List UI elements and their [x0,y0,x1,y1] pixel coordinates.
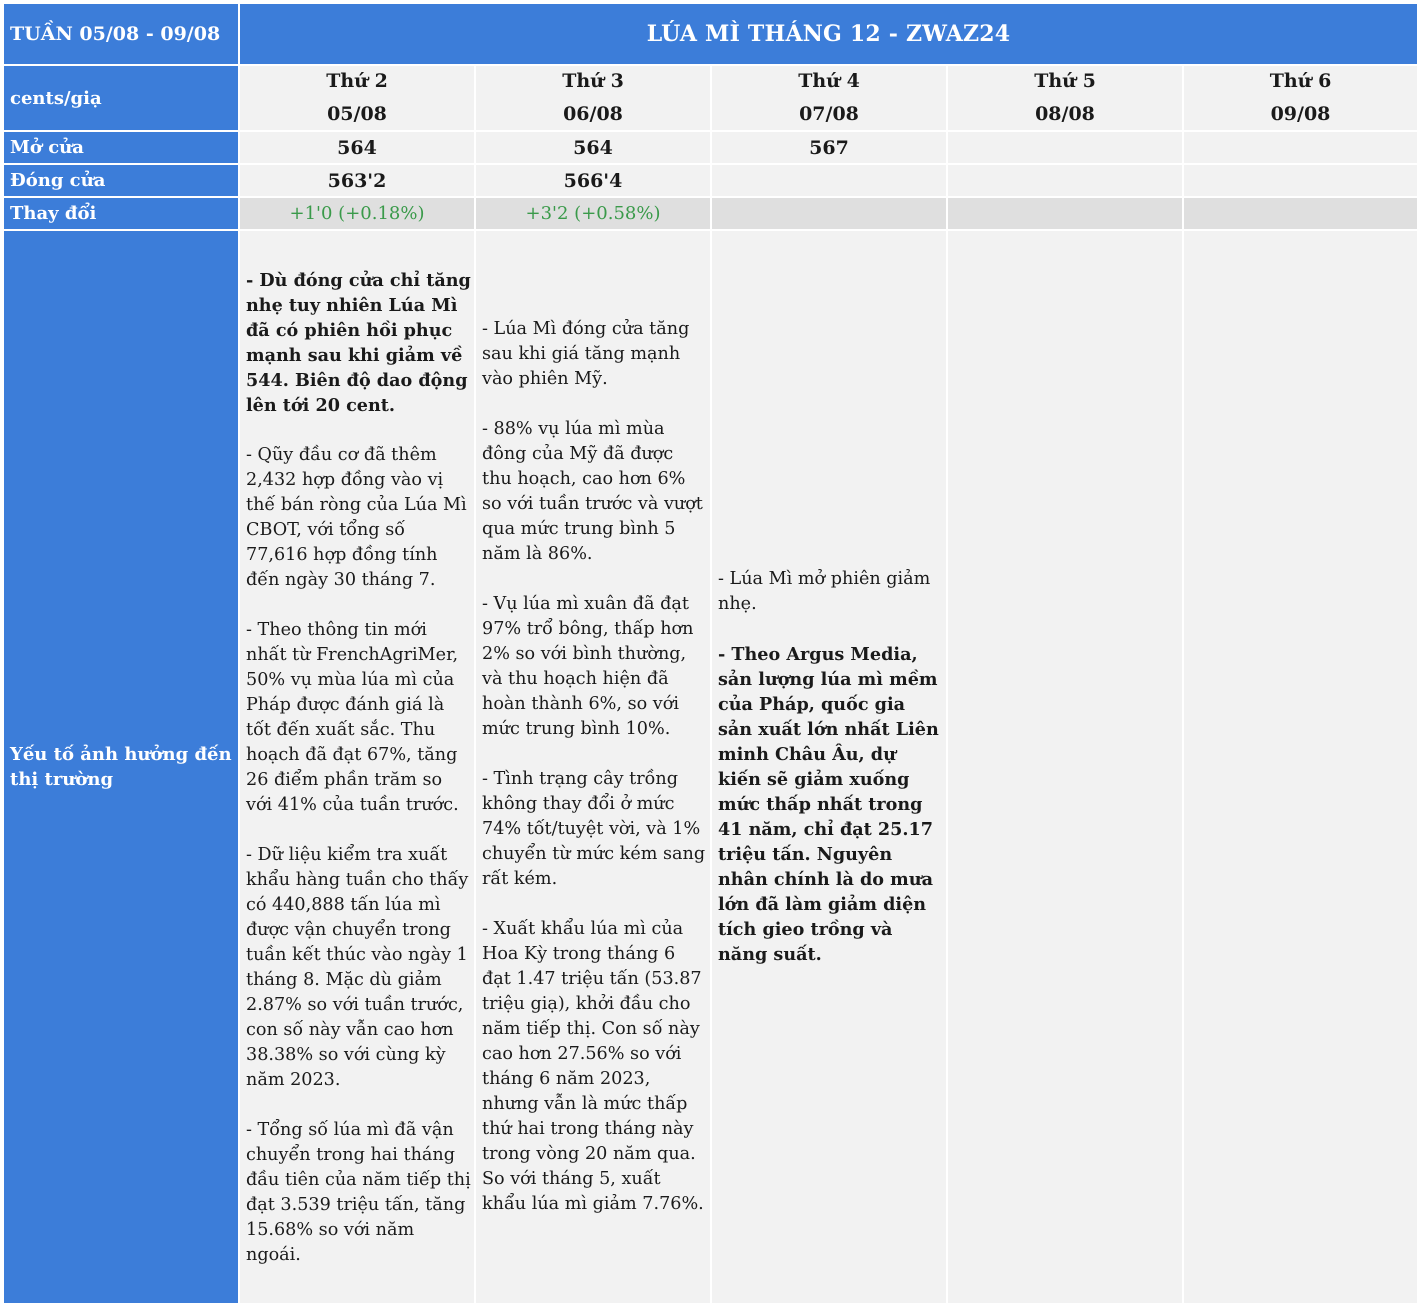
notes-mon [240,231,474,1303]
note-paragraph: - Xuất khẩu lúa mì của Hoa Kỳ trong tháng 6 đạt 1.47 triệu tấn (53.87 triệu giạ), khởi đầu cho năm tiếp thị. Con số này cao hơn 27.56% so với tháng 6 năm 2023, nhưng vẫn là mức thấp thứ hai trong tháng này trong vòng 20 năm qua. So với tháng 5, xuất khẩu lúa mì giảm 7.76%. [482,919,704,1214]
open-value-tue: 564 [476,132,710,163]
unit-label: cents/giạ [4,66,238,130]
note-paragraph: - Theo thông tin mới nhất từ FrenchAgriMer, 50% vụ mùa lúa mì của Pháp được đánh giá là tốt đến xuất sắc. Thu hoạch đã đạt 67%, tăng 26 điểm phần trăm so với 41% của tuần trước. [246,620,459,815]
note-paragraph: - Vụ lúa mì xuân đã đạt 97% trổ bông, thấp hơn 2% so với bình thường, và thu hoạch hiện đã hoàn thành 6%, so với mức trung bình 10%. [482,594,694,739]
notes-thu [948,231,1182,1303]
date-label: 08/08 [1035,103,1095,125]
close-value-fri [1184,165,1417,196]
note-paragraph: - Dù đóng cửa chỉ tăng nhẹ tuy nhiên Lúa Mì đã có phiên hồi phục mạnh sau khi giảm về 544. Biên độ dao động lên tới 20 cent. [246,270,471,416]
wheat-report-table [4,4,1419,1309]
change-value-mon: +1'0 (+0.18%) [240,198,474,229]
open-label: Mở cửa [4,132,238,163]
date-label: 07/08 [799,103,859,125]
note-paragraph: - Qũy đầu cơ đã thêm 2,432 hợp đồng vào vị thế bán ròng của Lúa Mì CBOT, với tổng số 77,616 hợp đồng tính đến ngày 30 tháng 7. [246,445,467,590]
change-value-wed [712,198,946,229]
open-value-thu [948,132,1182,163]
day-header-mon [240,66,474,130]
close-value-tue: 566'4 [476,165,710,196]
open-value-fri [1184,132,1417,163]
notes-tue [476,231,710,1303]
weekday-label: Thứ 2 [326,70,388,92]
date-label: 06/08 [563,103,623,125]
close-value-mon: 563'2 [240,165,474,196]
note-paragraph: - Lúa Mì đóng cửa tăng sau khi giá tăng mạnh vào phiên Mỹ. [482,319,690,389]
date-label: 09/08 [1270,103,1331,125]
note-paragraph: - Tình trạng cây trồng không thay đổi ở mức 74% tốt/tuyệt vời, và 1% chuyển từ mức kém sang rất kém. [482,769,706,889]
notes-wed [712,231,946,1303]
weekday-label: Thứ 5 [1034,70,1096,92]
report-title: LÚA MÌ THÁNG 12 - ZWAZ24 [240,4,1417,64]
notes-fri [1184,231,1417,1303]
weekday-label: Thứ 3 [562,70,624,92]
open-value-mon: 564 [240,132,474,163]
close-label: Đóng cửa [4,165,238,196]
day-header-thu [948,66,1182,130]
day-header-tue [476,66,710,130]
close-value-thu [948,165,1182,196]
note-paragraph: - Tổng số lúa mì đã vận chuyển trong hai tháng đầu tiên của năm tiếp thị đạt 3.539 triệu tấn, tăng 15.68% so với năm ngoái. [246,1120,471,1265]
weekday-label: Thứ 6 [1269,70,1332,92]
week-label: TUẦN 05/08 - 09/08 [4,4,238,64]
day-header-wed [712,66,946,130]
note-paragraph: - Dữ liệu kiểm tra xuất khẩu hàng tuần cho thấy có 440,888 tấn lúa mì được vận chuyển trong tuần kết thúc vào ngày 1 tháng 8. Mặc dù giảm 2.87% so với tuần trước, con số này vẫn cao hơn 38.38% so với cùng kỳ năm 2023. [246,845,469,1090]
close-value-wed [712,165,946,196]
date-label: 05/08 [327,103,387,125]
market-factors-label: Yếu tố ảnh hưởng đến thị trường [4,231,238,1303]
change-label: Thay đổi [4,198,238,229]
open-value-wed: 567 [712,132,946,163]
change-value-tue: +3'2 (+0.58%) [476,198,710,229]
note-paragraph: - Lúa Mì mở phiên giảm nhẹ. [718,569,931,614]
change-value-thu [948,198,1182,229]
note-paragraph: - Theo Argus Media, sản lượng lúa mì mềm của Pháp, quốc gia sản xuất lớn nhất Liên minh Châu Âu, dự kiến sẽ giảm xuống mức thấp nhất trong 41 năm, chỉ đạt 25.17 triệu tấn. Nguyên nhân chính là do mưa lớn đã làm giảm diện tích gieo trồng và năng suất. [718,644,939,965]
day-header-fri [1184,66,1417,130]
change-value-fri [1184,198,1417,229]
note-paragraph: - 88% vụ lúa mì mùa đông của Mỹ đã được thu hoạch, cao hơn 6% so với tuần trước và vượt qua mức trung bình 5 năm là 86%. [482,419,703,564]
weekday-label: Thứ 4 [798,70,860,92]
